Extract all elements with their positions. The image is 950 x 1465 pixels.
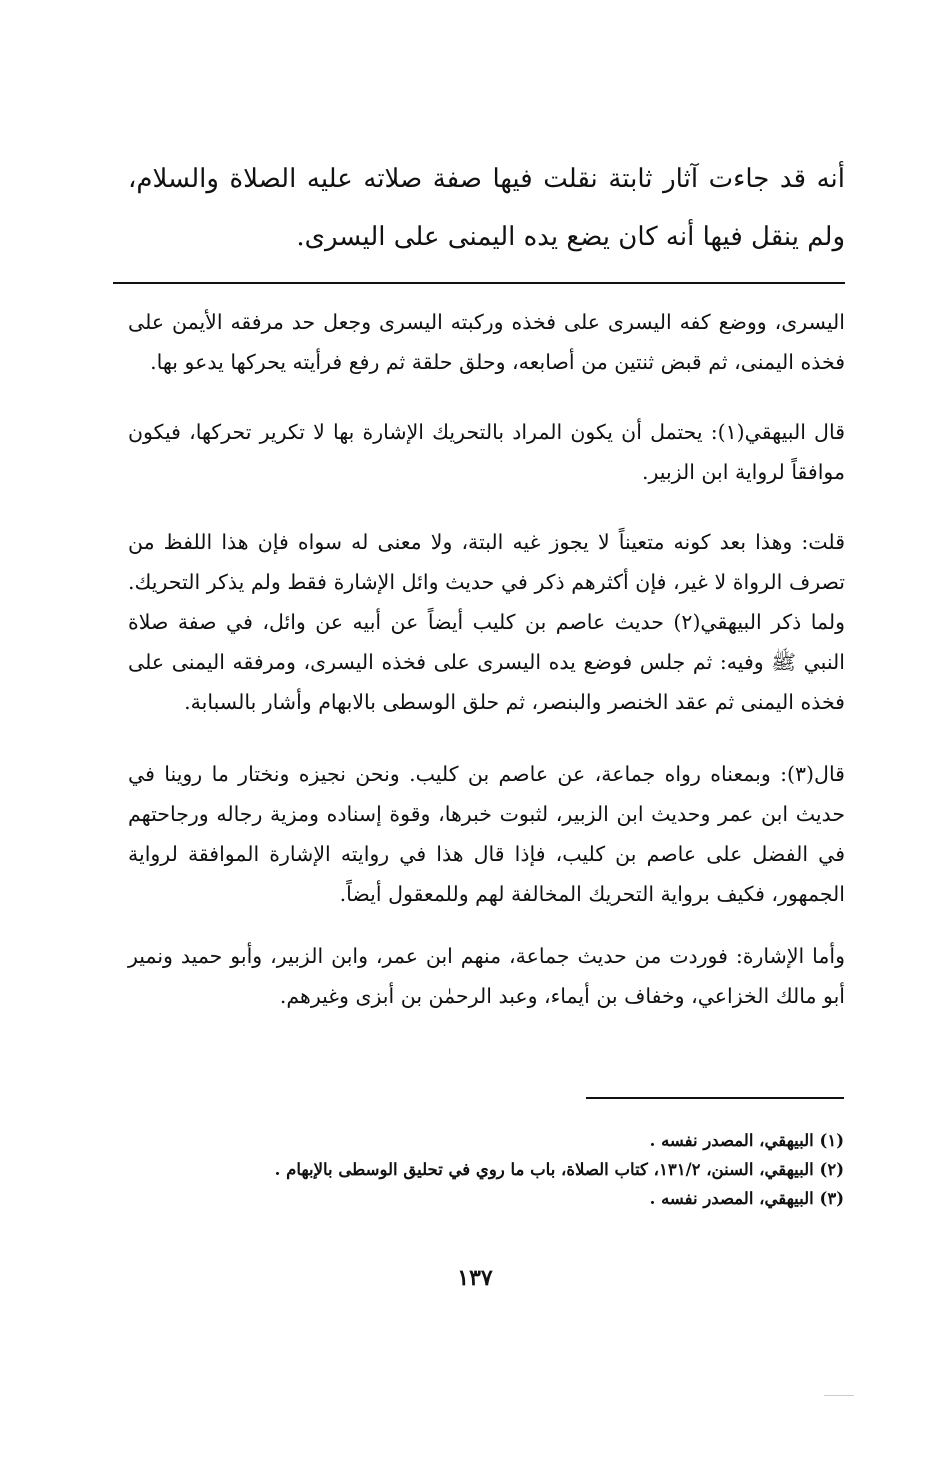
paragraph: قال البيهقي(١): يحتمل أن يكون المراد بالتحريك الإشارة بها لا تكرير تحركها، فيكون موافقاً لرواية ابن الزبير. xyxy=(128,420,845,484)
footnote-item: (٣) البيهقي، المصدر نفسه . xyxy=(649,1189,844,1208)
quoted-paragraph: أنه قد جاءت آثار ثابتة نقلت فيها صفة صلاته عليه الصلاة والسلام، ولم ينقل فيها أنه كان يضع يده اليمنى على اليسرى. xyxy=(128,164,845,252)
paragraph: قال(٣): وبمعناه رواه جماعة، عن عاصم بن كليب. ونحن نجيزه ونختار ما روينا في حديث ابن عمر وحديث ابن الزبير، لثبوت خبرها، وقوة إسناده ومزية رجاله ورجاحتهم في الفضل على عاصم بن كليب، فإذا قال هذا في روايته الإشارة الموافقة لرواية الجمهور، فكيف برواية التحريك المخالفة لهم وللمعقول أيضاً. xyxy=(128,762,845,906)
section-divider xyxy=(113,282,845,284)
footnote-item: (١) البيهقي، المصدر نفسه . xyxy=(649,1131,844,1150)
footnote-item: (٢) البيهقي، السنن، ١٣١/٢، كتاب الصلاة، باب ما روي في تحليق الوسطى بالإبهام . xyxy=(274,1160,844,1179)
footnotes xyxy=(124,1126,844,1213)
paragraph: اليسرى، ووضع كفه اليسرى على فخذه وركبته اليسرى وجعل حد مرفقه الأيمن على فخذه اليمنى، ثم قبض ثنتين من أصابعه، وحلق حلقة ثم رفع فرأيته يحركها يدعو بها. xyxy=(128,310,845,374)
page-number: ١٣٧ xyxy=(457,1265,493,1291)
scan-mark xyxy=(824,1395,854,1396)
footnote-divider xyxy=(586,1097,844,1099)
paragraph: وأما الإشارة: فوردت من حديث جماعة، منهم ابن عمر، وابن الزبير، وأبو حميد ونمير أبو مالك الخزاعي، وخفاف بن أيماء، وعبد الرحمٰن بن أبزى وغيرهم. xyxy=(128,944,845,1008)
main-text-block xyxy=(128,150,845,1016)
paragraph: قلت: وهذا بعد كونه متعيناً لا يجوز غيه البتة، ولا معنى له سواه فإن هذا اللفظ من تصرف الرواة لا غير، فإن أكثرهم ذكر في حديث وائل الإشارة فقط ولم يذكر التحريك. ولما ذكر البيهقي(٢) حديث عاصم بن كليب أيضاً عن أبيه عن وائل، في صفة صلاة النبي ﷺ وفيه: ثم جلس فوضع يده اليسرى على فخذه اليسرى، ومرفقه اليمنى على فخذه اليمنى ثم عقد الخنصر والبنصر، ثم حلق الوسطى بالابهام وأشار بالسبابة. xyxy=(128,530,845,714)
